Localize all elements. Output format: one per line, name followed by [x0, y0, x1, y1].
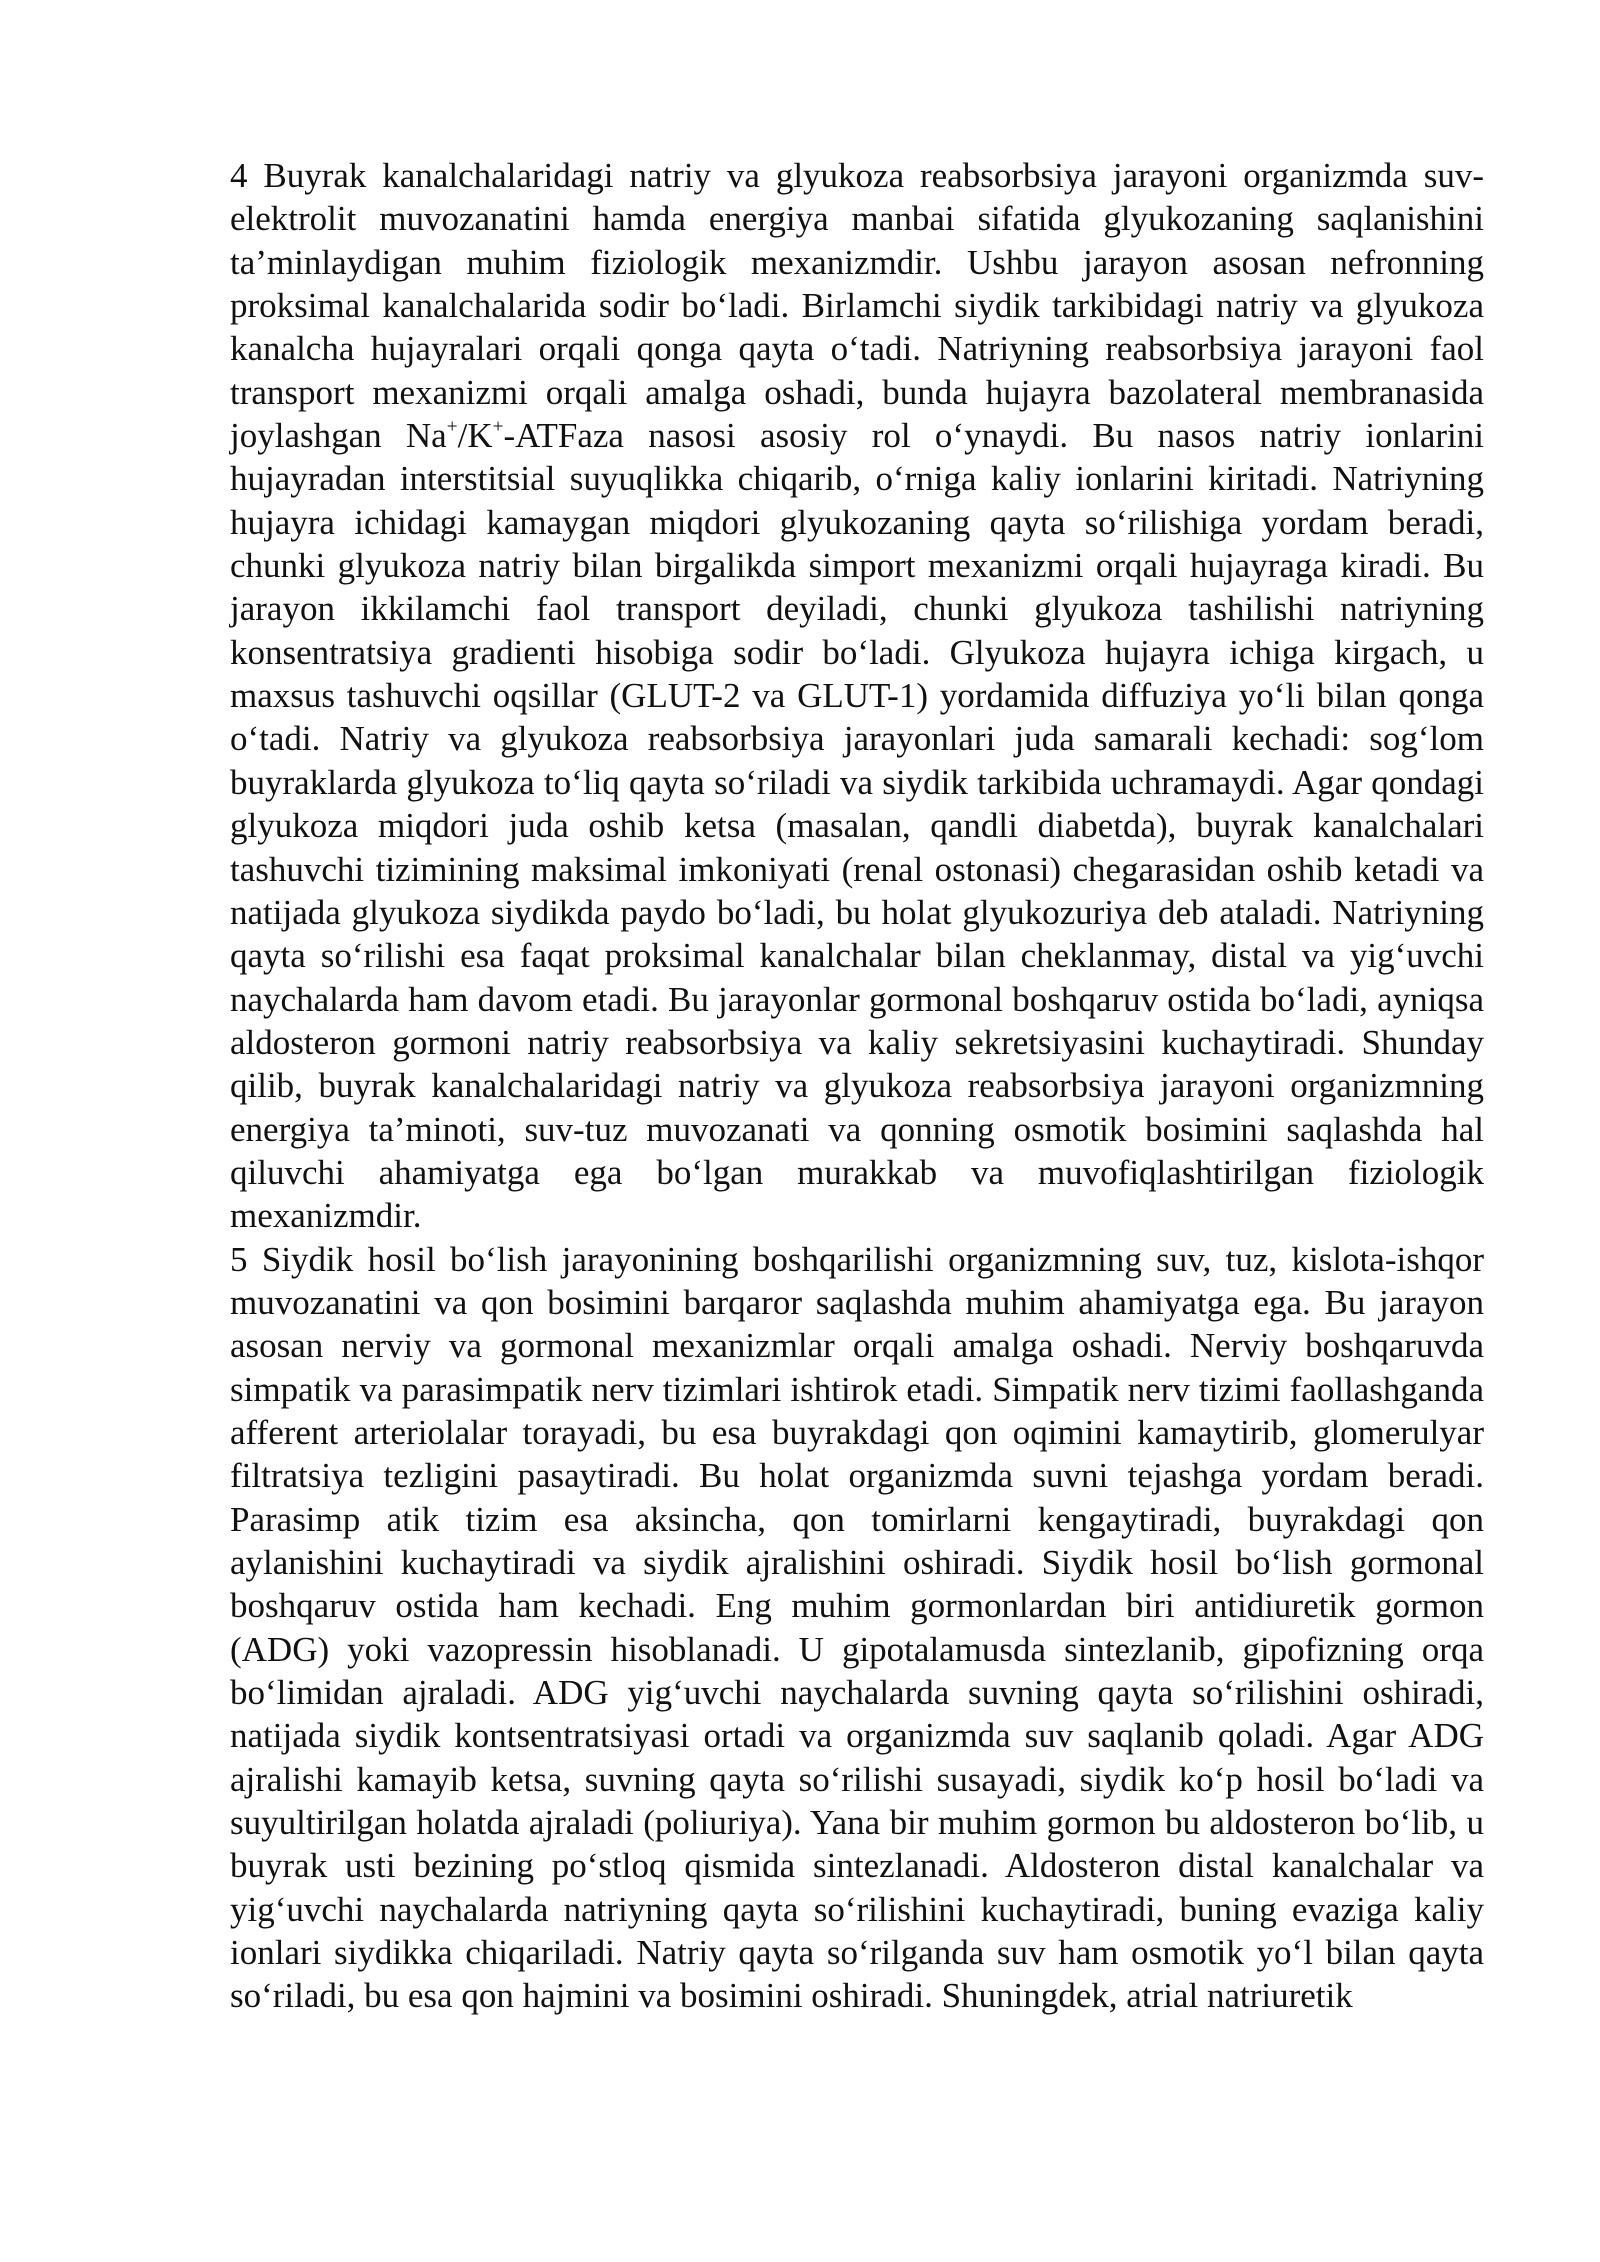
paragraph-4-text-k: /K	[457, 416, 493, 456]
superscript-plus-na: +	[446, 416, 458, 438]
paragraph-4-text-start: 4 Buyrak kanalchalaridagi natriy va glyukoza reabsorbsiya jarayoni organizmda suv-elektrolit muvozanatini hamda energiya manbai sifatida glyukozaning saqlanishini ta’minlaydigan muhim fiziologik mexanizmdir. Ushbu jarayon asosan nefronning proksimal kanalchalarida sodir bo‘ladi. Birlamchi siydik tarkibidagi natriy va glyukoza kanalcha hujayralari orqali qonga qayta o‘tadi. Natriyning reabsorbsiya jarayoni faol transport mexanizmi orqali amalga oshadi, bunda hujayra bazolateral membranasida joylashgan Na	[230, 156, 1484, 456]
paragraph-4-text-end: -ATFaza nasosi asosiy rol o‘ynaydi. Bu nasos natriy ionlarini hujayradan interstitsial suyuqlikka chiqarib, o‘rniga kaliy ionlarini kiritadi. Natriyning hujayra ichidagi kamaygan miqdori glyukozaning qayta so‘rilishiga yordam beradi, chunki glyukoza natriy bilan birgalikda simport mexanizmi orqali hujayraga kiradi. Bu jarayon ikkilamchi faol transport deyiladi, chunki glyukoza tashilishi natriyning konsentratsiya gradienti hisobiga sodir bo‘ladi. Glyukoza hujayra ichiga kirgach, u maxsus tashuvchi oqsillar (GLUT-2 va GLUT-1) yordamida diffuziya yo‘li bilan qonga o‘tadi. Natriy va glyukoza reabsorbsiya jarayonlari juda samarali kechadi: sog‘lom buyraklarda glyukoza to‘liq qayta so‘riladi va siydik tarkibida uchramaydi. Agar qondagi glyukoza miqdori juda oshib ketsa (masalan, qandli diabetda), buyrak kanalchalari tashuvchi tizimining maksimal imkoniyati (renal ostonasi) chegarasidan oshib ketadi va natijada glyukoza siydikda paydo bo‘ladi, bu holat glyukozuriya deb ataladi. Natriyning qayta so‘rilishi esa faqat proksimal kanalchalar bilan cheklanmay, distal va yig‘uvchi naychalarda ham davom etadi. Bu jarayonlar gormonal boshqaruv ostida bo‘ladi, ayniqsa aldosteron gormoni natriy reabsorbsiya va kaliy sekretsiyasini kuchaytiradi. Shunday qilib, buyrak kanalchalaridagi natriy va glyukoza reabsorbsiya jarayoni organizmning energiya ta’minoti, suv-tuz muvozanati va qonning osmotik bosimini saqlashda hal qiluvchi ahamiyatga ega bo‘lgan murakkab va muvofiqlashtirilgan fiziologik mexanizmdir.	[230, 416, 1485, 1236]
paragraph-4	[230, 154, 1484, 1238]
document-page	[230, 154, 1484, 2018]
superscript-plus-k: +	[492, 416, 504, 438]
paragraph-5: 5 Siydik hosil bo‘lish jarayonining boshqarilishi organizmning suv, tuz, kislota-ishqor muvozanatini va qon bosimini barqaror saqlashda muhim ahamiyatga ega. Bu jarayon asosan nerviy va gormonal mexanizmlar orqali amalga oshadi. Nerviy boshqaruvda simpatik va parasimpatik nerv tizimlari ishtirok etadi. Simpatik nerv tizimi faollashganda afferent arteriolalar torayadi, bu esa buyrakdagi qon oqimini kamaytirib, glomerulyar filtratsiya tezligini pasaytiradi. Bu holat organizmda suvni tejashga yordam beradi. Parasimp atik tizim esa aksincha, qon tomirlarni kengaytiradi, buyrakdagi qon aylanishini kuchaytiradi va siydik ajralishini oshiradi. Siydik hosil bo‘lish gormonal boshqaruv ostida ham kechadi. Eng muhim gormonlardan biri antidiuretik gormon (ADG) yoki vazopressin hisoblanadi. U gipotalamusda sintezlanib, gipofizning orqa bo‘limidan ajraladi. ADG yig‘uvchi naychalarda suvning qayta so‘rilishini oshiradi, natijada siydik kontsentratsiyasi ortadi va organizmda suv saqlanib qoladi. Agar ADG ajralishi kamayib ketsa, suvning qayta so‘rilishi susayadi, siydik ko‘p hosil bo‘ladi va suyultirilgan holatda ajraladi (poliuriya). Yana bir muhim gormon bu aldosteron bo‘lib, u buyrak usti bezining po‘stloq qismida sintezlanadi. Aldosteron distal kanalchalar va yig‘uvchi naychalarda natriyning qayta so‘rilishini kuchaytiradi, buning evaziga kaliy ionlari siydikka chiqariladi. Natriy qayta so‘rilganda suv ham osmotik yo‘l bilan qayta so‘riladi, bu esa qon hajmini va bosimini oshiradi. Shuningdek, atrial natriuretik	[230, 1239, 1484, 2016]
